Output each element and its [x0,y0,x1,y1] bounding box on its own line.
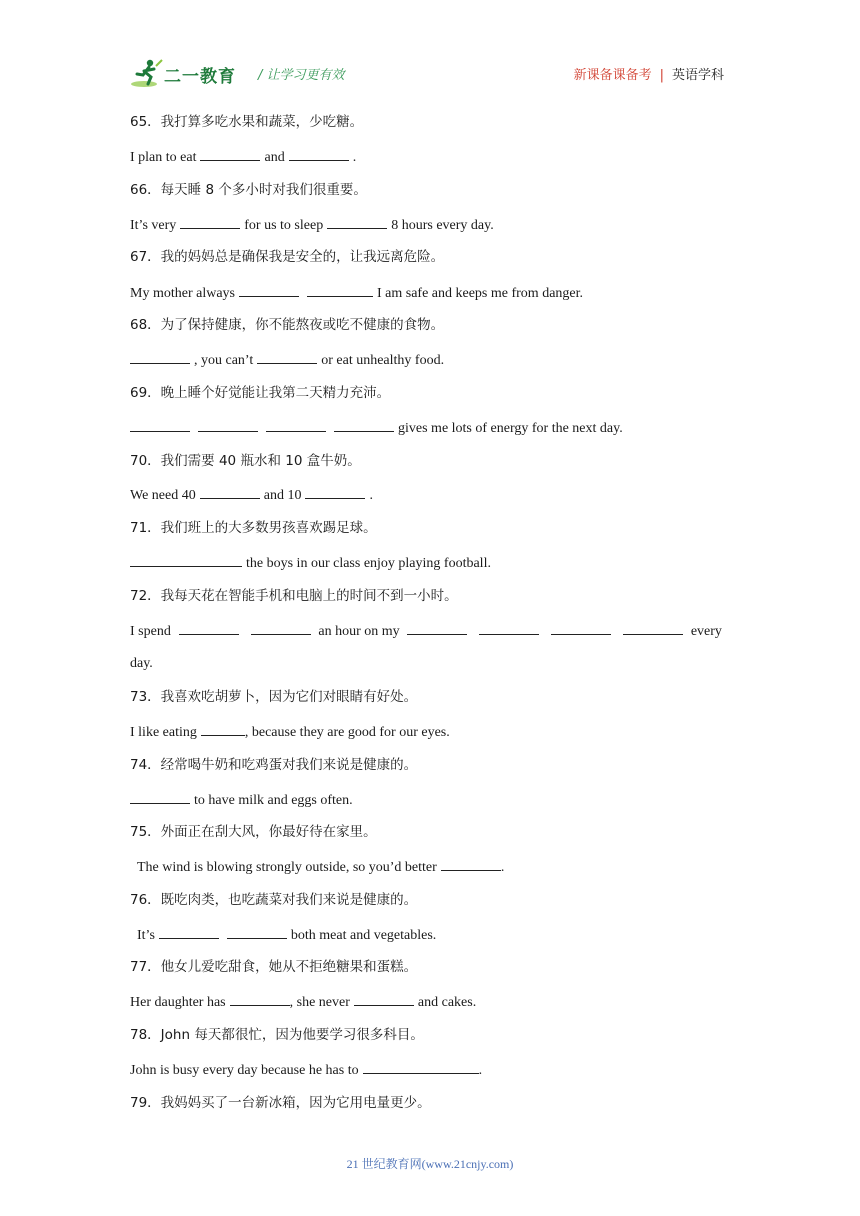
question-65-cn: 65．我打算多吃水果和蔬菜，少吃糖。 [130,114,364,130]
text-segment: . [369,488,373,503]
answer-blank[interactable] [239,283,299,297]
text-segment: My mother always [130,286,235,301]
text-segment: I plan to eat [130,150,197,165]
answer-blank[interactable] [327,215,387,229]
text-segment: , because they are good for our eyes. [244,725,450,740]
answer-blank[interactable] [307,283,373,297]
text-segment: for us to sleep [244,218,324,233]
answer-blank[interactable] [407,621,467,635]
question-72-cn: 72．我每天花在智能手机和电脑上的时间不到一小时。 [130,588,458,604]
header-subject: 英语学科 [671,68,724,83]
question-70-cn: 70．我们需要 40 瓶水和 10 盒牛奶。 [130,453,361,469]
header-tagline-red: 新课备课备考 [573,68,652,83]
answer-blank[interactable] [180,215,240,229]
question-73-cn: 73．我喜欢吃胡萝卜，因为它们对眼睛有好处。 [130,689,418,705]
answer-blank[interactable] [354,992,414,1006]
text-segment: and [264,150,285,165]
answer-blank[interactable] [130,418,190,432]
text-segment: John is busy every day because he has to [130,1063,359,1078]
answer-blank[interactable] [441,857,501,871]
answer-blank[interactable] [130,350,190,364]
text-segment: The wind is blowing strongly outside, so you’d better [137,860,437,875]
answer-blank[interactable] [179,621,239,635]
question-67-en [130,283,722,303]
text-segment: to have milk and eggs often. [194,793,353,808]
text-segment: . [500,860,505,875]
question-71-cn: 71．我们班上的大多数男孩喜欢踢足球。 [130,520,377,536]
question-68-cn: 68．为了保持健康，你不能熬夜或吃不健康的食物。 [130,317,445,333]
question-77-cn: 77．他女儿爱吃甜食，她从不拒绝糖果和蛋糕。 [130,959,418,975]
question-73-en [130,722,722,742]
question-75-en [130,857,729,877]
text-segment: I am safe and keeps me from danger. [376,286,584,301]
text-segment: the boys in our class enjoy playing football. [246,556,491,571]
answer-blank[interactable] [623,621,683,635]
text-segment: . [352,150,357,165]
text-segment: It’s very [130,218,177,233]
answer-blank[interactable] [289,147,349,161]
question-67-cn: 67．我的妈妈总是确保我是安全的，让我远离危险。 [130,249,445,265]
answer-blank[interactable] [257,350,317,364]
page-footer: 21 世纪教育网(www.21cnjy.com) [346,1157,514,1171]
question-71-en [130,553,722,573]
answer-blank[interactable] [159,925,219,939]
answer-blank[interactable] [198,418,258,432]
question-66-en [130,215,722,235]
text-segment: or eat unhealthy food. [321,353,445,368]
runner-logo-icon [130,58,164,90]
answer-blank[interactable] [200,485,260,499]
answer-blank[interactable] [334,418,394,432]
question-65-en [130,147,722,167]
text-segment: both meat and vegetables. [290,928,437,943]
answer-blank[interactable] [251,621,311,635]
text-segment: , she never [289,995,350,1010]
answer-blank[interactable] [201,722,245,736]
logo-text: 二一教育 [164,67,236,87]
answer-blank[interactable] [200,147,260,161]
answer-blank[interactable] [551,621,611,635]
page-header [130,56,730,92]
question-75-cn: 75．外面正在刮大风，你最好待在家里。 [130,824,377,840]
question-74-cn: 74．经常喝牛奶和吃鸡蛋对我们来说是健康的。 [130,757,418,773]
text-segment: and cakes. [417,995,477,1010]
question-70-en [130,485,722,505]
text-segment: Her daughter has [130,995,226,1010]
answer-blank[interactable] [363,1060,479,1074]
text-segment: an hour on my [318,624,400,639]
slogan: / 让学习更有效 [258,68,345,83]
question-79-cn: 79．我妈妈买了一台新冰箱，因为它用电量更少。 [130,1095,431,1111]
answer-blank[interactable] [266,418,326,432]
question-77-en [130,992,722,1012]
question-76-cn: 76．既吃肉类，也吃蔬菜对我们来说是健康的。 [130,892,418,908]
text-segment: 8 hours every day. [391,218,494,233]
question-76-en [130,925,729,945]
answer-blank[interactable] [479,621,539,635]
text-segment: I spend [130,624,171,639]
logo [130,56,250,92]
text-segment: We need 40 [130,488,196,503]
question-72-en-cont: day. [130,656,153,671]
text-segment: every [690,624,722,639]
text-segment: , you can’t [194,353,254,368]
text-segment: gives me lots of energy for the next day. [398,421,623,436]
text-segment: It’s [137,928,155,943]
question-74-en [130,790,722,810]
answer-blank[interactable] [305,485,365,499]
question-66-cn: 66．每天睡 8 个多小时对我们很重要。 [130,182,367,198]
text-segment: and 10 [263,488,302,503]
header-separator: | [659,68,664,83]
header-tagline [574,64,724,83]
question-78-cn: 78．John 每天都很忙，因为他要学习很多科目。 [130,1027,424,1043]
question-78-en [130,1060,722,1080]
question-72-en [130,621,722,641]
text-segment: . [478,1063,483,1078]
question-69-en [130,418,722,438]
question-69-cn: 69．晚上睡个好觉能让我第二天精力充沛。 [130,385,391,401]
text-segment: I like eating [130,725,197,740]
answer-blank[interactable] [230,992,290,1006]
question-68-en [130,350,722,370]
answer-blank[interactable] [227,925,287,939]
answer-blank[interactable] [130,790,190,804]
answer-blank[interactable] [130,553,242,567]
